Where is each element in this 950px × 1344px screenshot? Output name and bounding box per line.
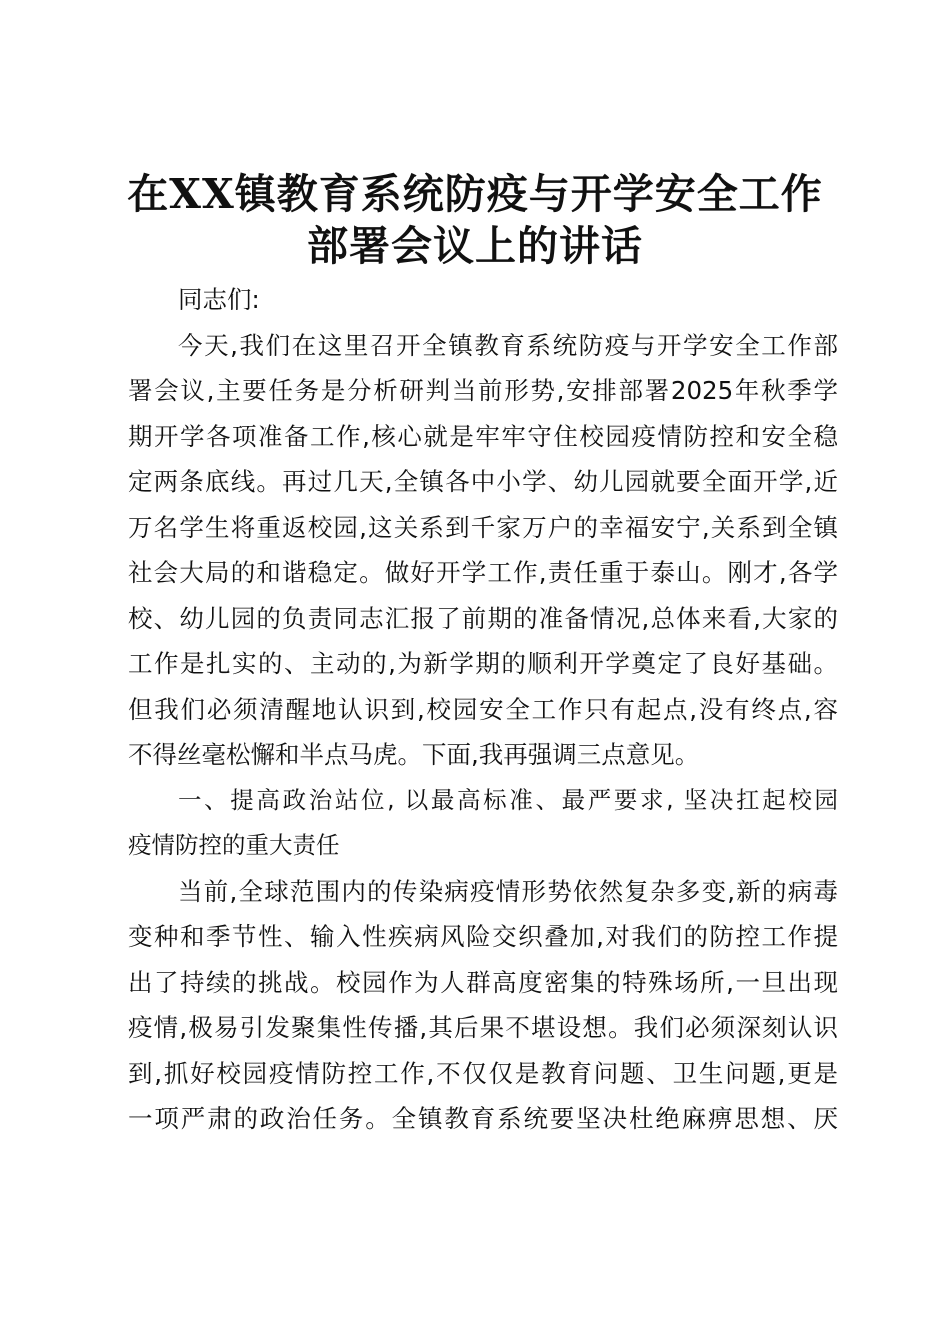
paragraph-2-line-2: 变种和季节性、输入性疾病风险交织叠加,对我们的防控工作提 bbox=[128, 922, 838, 951]
paragraph-1-line-6: 社会大局的和谐稳定。做好开学工作,责任重于泰山。刚才,各学 bbox=[128, 558, 838, 587]
paragraph-1-line-8: 工作是扎实的、主动的,为新学期的顺利开学奠定了良好基础。 bbox=[128, 649, 838, 678]
paragraph-2-line-5: 到,抓好校园疫情防控工作,不仅仅是教育问题、卫生问题,更是 bbox=[128, 1058, 838, 1088]
paragraph-1-line-2: 署会议,主要任务是分析研判当前形势,安排部署2025年秋季学 bbox=[128, 376, 838, 405]
paragraph-2-line-4: 疫情,极易引发聚集性传播,其后果不堪设想。我们必须深刻认识 bbox=[128, 1013, 838, 1042]
paragraph-1-line-4: 定两条底线。再过几天,全镇各中小学、幼儿园就要全面开学,近 bbox=[128, 467, 838, 496]
document-title-line-2: 部署会议上的讲话 bbox=[307, 222, 643, 270]
document-body bbox=[128, 277, 838, 1142]
paragraph-2-line-6: 一项严肃的政治任务。全镇教育系统要坚决杜绝麻痹思想、厌 bbox=[128, 1104, 838, 1133]
paragraph-2-line-1: 当前,全球范围内的传染病疫情形势依然复杂多变,新的病毒 bbox=[178, 876, 838, 906]
paragraph-1-line-3: 期开学各项准备工作,核心就是牢牢守住校园疫情防控和安全稳 bbox=[128, 421, 838, 451]
paragraph-2-line-3: 出了持续的挑战。校园作为人群高度密集的特殊场所,一旦出现 bbox=[128, 967, 838, 997]
document-title-line-1: 在XX镇教育系统防疫与开学安全工作 bbox=[127, 170, 823, 218]
section-heading-1-line-1: 一、提高政治站位, 以最高标准、最严要求, 坚决扛起校园 bbox=[178, 785, 838, 814]
paragraph-1-line-9: 但我们必须清醒地认识到,校园安全工作只有起点,没有终点,容 bbox=[128, 694, 838, 724]
paragraph-1-line-1: 今天,我们在这里召开全镇教育系统防疫与开学安全工作部 bbox=[178, 330, 838, 360]
paragraph-1-line-5: 万名学生将重返校园,这关系到千家万户的幸福安宁,关系到全镇 bbox=[128, 512, 838, 542]
salutation: 同志们: bbox=[178, 285, 260, 314]
paragraph-1-line-7: 校、幼儿园的负责同志汇报了前期的准备情况,总体来看,大家的 bbox=[128, 603, 838, 633]
paragraph-1-line-10: 不得丝毫松懈和半点马虎。下面,我再强调三点意见。 bbox=[128, 740, 700, 769]
section-heading-1-line-2: 疫情防控的重大责任 bbox=[128, 831, 340, 859]
